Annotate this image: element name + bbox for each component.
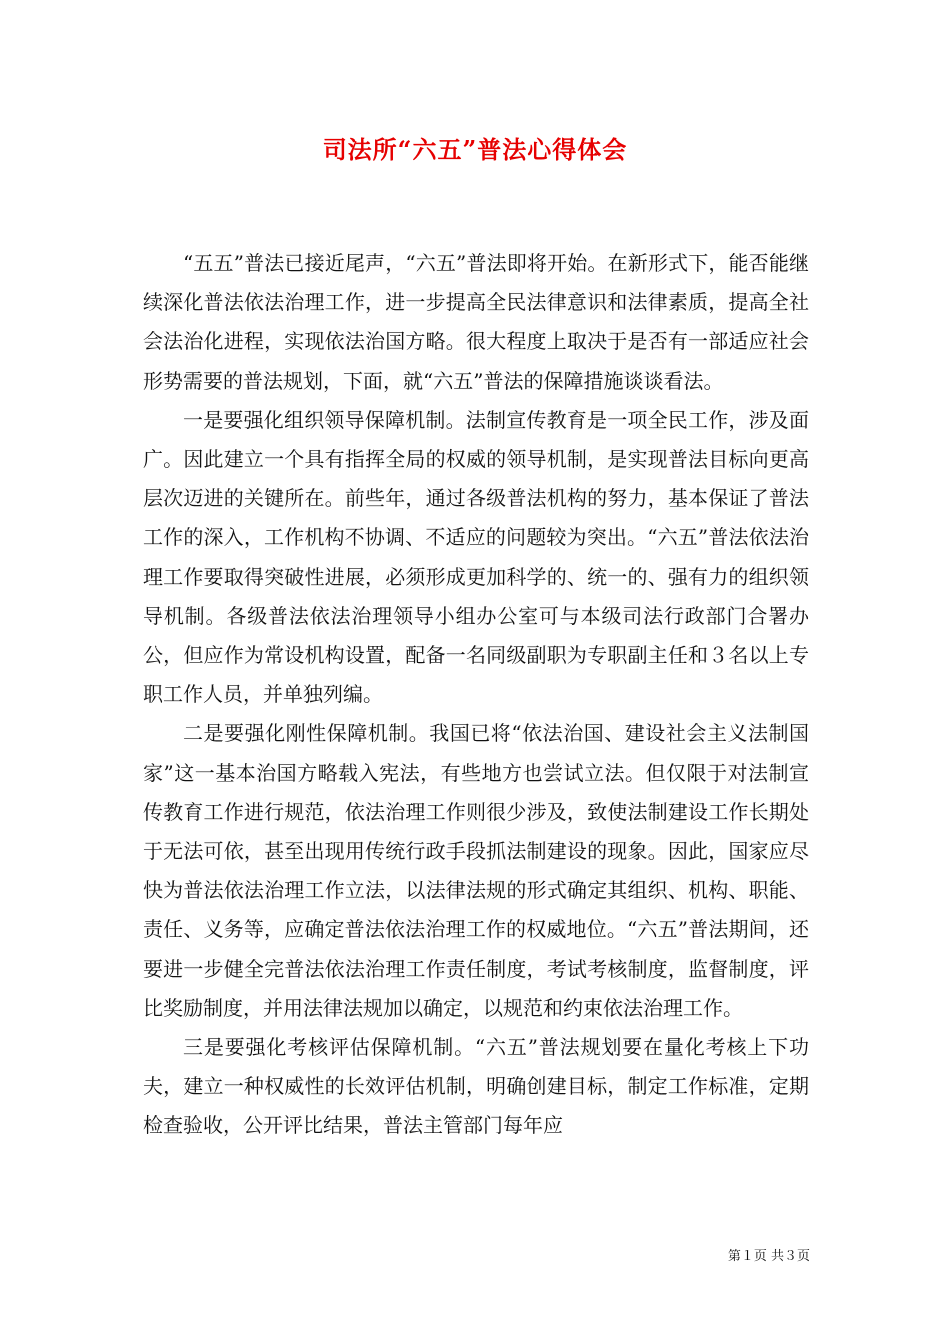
page-number: 第１页 共３页: [727, 1249, 810, 1264]
document-body: [143, 244, 809, 1146]
paragraph-assessment: 三是要强化考核评估保障机制。“六五”普法规划要在量化考核上下功夫，建立一种权威性的长效评估机制，明确创建目标，制定工作标准，定期检查验收，公开评比结果，普法主管部门每年应: [143, 1035, 809, 1138]
paragraph-organization-leadership: 一是要强化组织领导保障机制。法制宣传教育是一项全民工作，涉及面广。因此建立一个具有指挥全局的权威的领导机制，是实现普法目标向更高层次迈进的关键所在。前些年，通过各级普法机构的努力，基本保证了普法工作的深入，工作机构不协调、不适应的问题较为突出。“六五”普法依法治理工作要取得突破性进展，必须形成更加科学的、统一的、强有力的组织领导机制。各级普法依法治理领导小组办公室可与本级司法行政部门合署办公，但应作为常设机构设置，配备一名同级副职为专职副主任和３名以上专职工作人员，并单独列编。: [143, 407, 809, 707]
paragraph-rigid-guarantee: 二是要强化刚性保障机制。我国已将“依法治国、建设社会主义法制国家”这一基本治国方略载入宪法，有些地方也尝试立法。但仅限于对法制宣传教育工作进行规范，依法治理工作则很少涉及，致使法制建设工作长期处于无法可依，甚至出现用传统行政手段抓法制建设的现象。因此，国家应尽快为普法依法治理工作立法，以法律法规的形式确定其组织、机构、职能、责任、义务等，应确定普法依法治理工作的权威地位。“六五”普法期间，还要进一步健全完普法依法治理工作责任制度，考试考核制度，监督制度，评比奖励制度，并用法律法规加以确定，以规范和约束依法治理工作。: [143, 721, 809, 1020]
document-title: 司法所“六五”普法心得体会: [322, 135, 628, 164]
paragraph-intro: “五五”普法已接近尾声，“六五”普法即将开始。在新形式下，能否能继续深化普法依法治理工作，进一步提高全民法律意识和法律素质，提高全社会法治化进程，实现依法治国方略。很大程度上取决于是否有一部适应社会形势需要的普法规划，下面，就“六五”普法的保障措施谈谈看法。: [143, 251, 809, 393]
